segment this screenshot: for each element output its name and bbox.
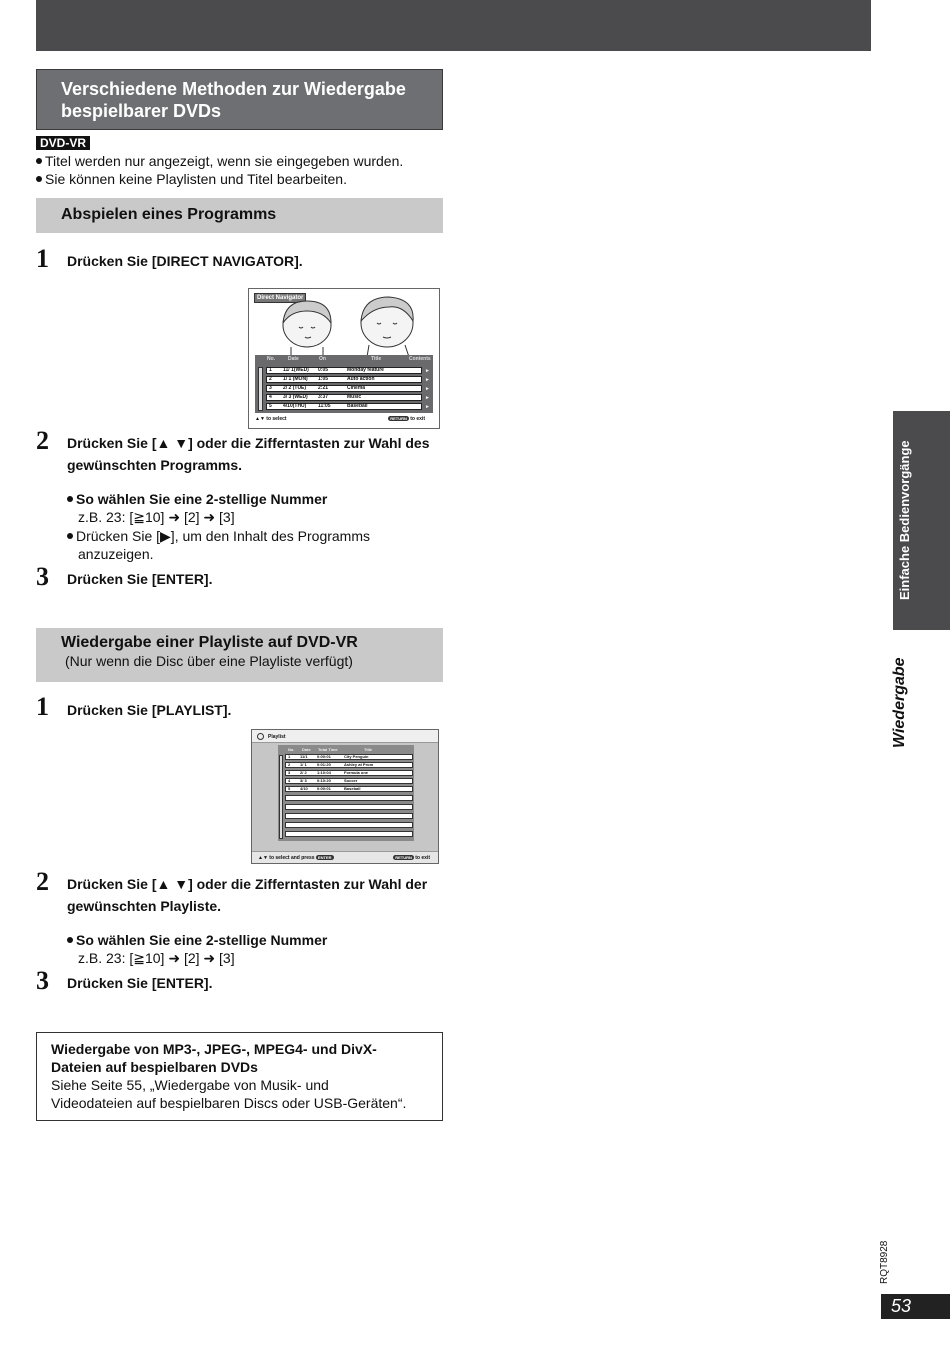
playlist-heading-title: Wiedergabe einer Playliste auf DVD-VR (61, 634, 358, 651)
screen-footer: ▲▼ to select RETURN to exit (255, 416, 425, 422)
step-number: 2 (36, 426, 49, 455)
bullet-icon (36, 176, 42, 182)
screen-footer (252, 851, 438, 863)
info-title-1: Wiedergabe von MP3-, JPEG-, MPEG4- und DivX- (51, 1041, 377, 1057)
playlist-screen (251, 729, 439, 864)
info-box (36, 1032, 443, 1121)
direct-navigator-screen (248, 288, 440, 429)
step-text: Drücken Sie [DIRECT NAVIGATOR]. (67, 253, 303, 269)
bullet-play-info-cont: anzuzeigen. (78, 546, 154, 562)
scrollbar[interactable] (258, 367, 263, 411)
empty-row (285, 813, 413, 819)
empty-row (285, 795, 413, 801)
table-row[interactable]: 3 2/ 2 1:10:04 Formula one (285, 770, 413, 776)
playlist-table (278, 745, 414, 841)
section-heading-playlist (36, 628, 443, 682)
table-row[interactable]: 1 11/1 0:00:01 City Penguin (285, 754, 413, 760)
screen-label: Direct Navigator (254, 293, 306, 303)
info-body-1: Siehe Seite 55, „Wiedergabe von Musik- und (51, 1077, 329, 1093)
info-title-2: Dateien auf bespielbaren DVDs (51, 1059, 258, 1075)
info-body-2: Videodateien auf bespielbaren Discs oder USB-Geräten“. (51, 1095, 407, 1111)
table-row[interactable]: 3 2/ 2 (TUE) 2:21 Cinema (266, 385, 422, 392)
play-arrow-icon[interactable]: ► (425, 395, 430, 401)
bullet-two-digit: So wählen Sie eine 2-stellige Nummer (67, 490, 327, 508)
example-text: z.B. 23: [≧10] ➜ [2] ➜ [3] (78, 509, 235, 525)
note-1: Titel werden nur angezeigt, wenn sie eingegeben wurden. (36, 152, 403, 170)
scrollbar[interactable] (279, 755, 283, 839)
select-hint: ▲▼ to select and press ENTER (258, 855, 332, 861)
people-illustration (269, 295, 429, 357)
program-table (255, 355, 433, 413)
playlist-heading-subtitle: (Nur wenn die Disc über eine Playliste verfügt) (65, 653, 353, 669)
table-row[interactable]: 4 3/ 3 (WED) 3:37 Music (266, 394, 422, 401)
table-row[interactable]: 5 4/10(THU) 11:05 Baseball (266, 403, 422, 410)
play-arrow-icon[interactable]: ► (425, 404, 430, 410)
document-code: RQT8928 (879, 1240, 890, 1284)
step-number: 3 (36, 562, 49, 591)
table-header: No. Date Total Time Title (288, 747, 373, 752)
bullet-icon (67, 937, 73, 943)
bullet-icon (36, 158, 42, 164)
play-arrow-icon[interactable]: ► (425, 368, 430, 374)
note-2: Sie können keine Playlisten und Titel bearbeiten. (36, 170, 347, 188)
play-arrow-icon[interactable]: ► (425, 386, 430, 392)
table-row[interactable]: 1 11/ 1(WED) 0:05 Monday feature (266, 367, 422, 374)
side-tab-label: Einfache Bedienvorgänge (897, 440, 912, 600)
dvd-vr-tag: DVD-VR (36, 136, 90, 150)
table-row[interactable]: 4 3/ 3 0:10:20 Soccer (285, 778, 413, 784)
table-header: No. Date On Title Contents (267, 356, 431, 362)
heading-line-1: Verschiedene Methoden zur Wiedergabe (61, 79, 406, 99)
return-button[interactable]: RETURN (390, 416, 407, 421)
top-header-bar (36, 0, 871, 51)
return-button[interactable]: RETURN (395, 855, 412, 860)
step-text: Drücken Sie [ENTER]. (67, 571, 213, 587)
play-arrow-icon[interactable]: ► (425, 377, 430, 383)
table-row[interactable]: 2 1/ 1 (MON) 1:05 Auto action (266, 376, 422, 383)
table-row[interactable]: 5 4/10 0:00:01 Baseball (285, 786, 413, 792)
enter-button[interactable]: ENTER (317, 855, 332, 860)
bullet-icon (67, 496, 73, 502)
heading-line-2: bespielbarer DVDs (61, 101, 222, 121)
bullet-two-digit: So wählen Sie eine 2-stellige Nummer (67, 931, 327, 949)
table-row[interactable]: 2 1/ 1 0:01:20 Ashley at Prom (285, 762, 413, 768)
step-text: Drücken Sie [ENTER]. (67, 975, 213, 991)
step-number: 2 (36, 867, 49, 896)
section-heading-program: Abspielen eines Programms (36, 198, 443, 233)
section-heading-main (36, 69, 443, 130)
step-number: 1 (36, 692, 49, 721)
step-text: Drücken Sie [PLAYLIST]. (67, 702, 232, 718)
step-text: Drücken Sie [▲ ▼] oder die Zifferntasten zur Wahl der gewünschten Playliste. (67, 876, 428, 914)
empty-row (285, 831, 413, 837)
example-text: z.B. 23: [≧10] ➜ [2] ➜ [3] (78, 950, 235, 966)
return-hint: RETURN to exit (395, 855, 430, 861)
page-number: 53 (881, 1294, 950, 1319)
step-text: Drücken Sie [▲ ▼] oder die Zifferntasten zur Wahl des gewünschten Programms. (67, 435, 430, 473)
empty-row (285, 822, 413, 828)
disc-icon (257, 733, 264, 740)
empty-row (285, 804, 413, 810)
step-number: 3 (36, 966, 49, 995)
step-number: 1 (36, 244, 49, 273)
side-section-label: Wiedergabe (891, 657, 908, 748)
bullet-icon (67, 533, 73, 539)
bullet-play-info: Drücken Sie [▶], um den Inhalt des Programms (67, 527, 370, 545)
screen-title-bar: Playlist (252, 730, 438, 743)
return-hint: RETURN to exit (390, 416, 425, 422)
